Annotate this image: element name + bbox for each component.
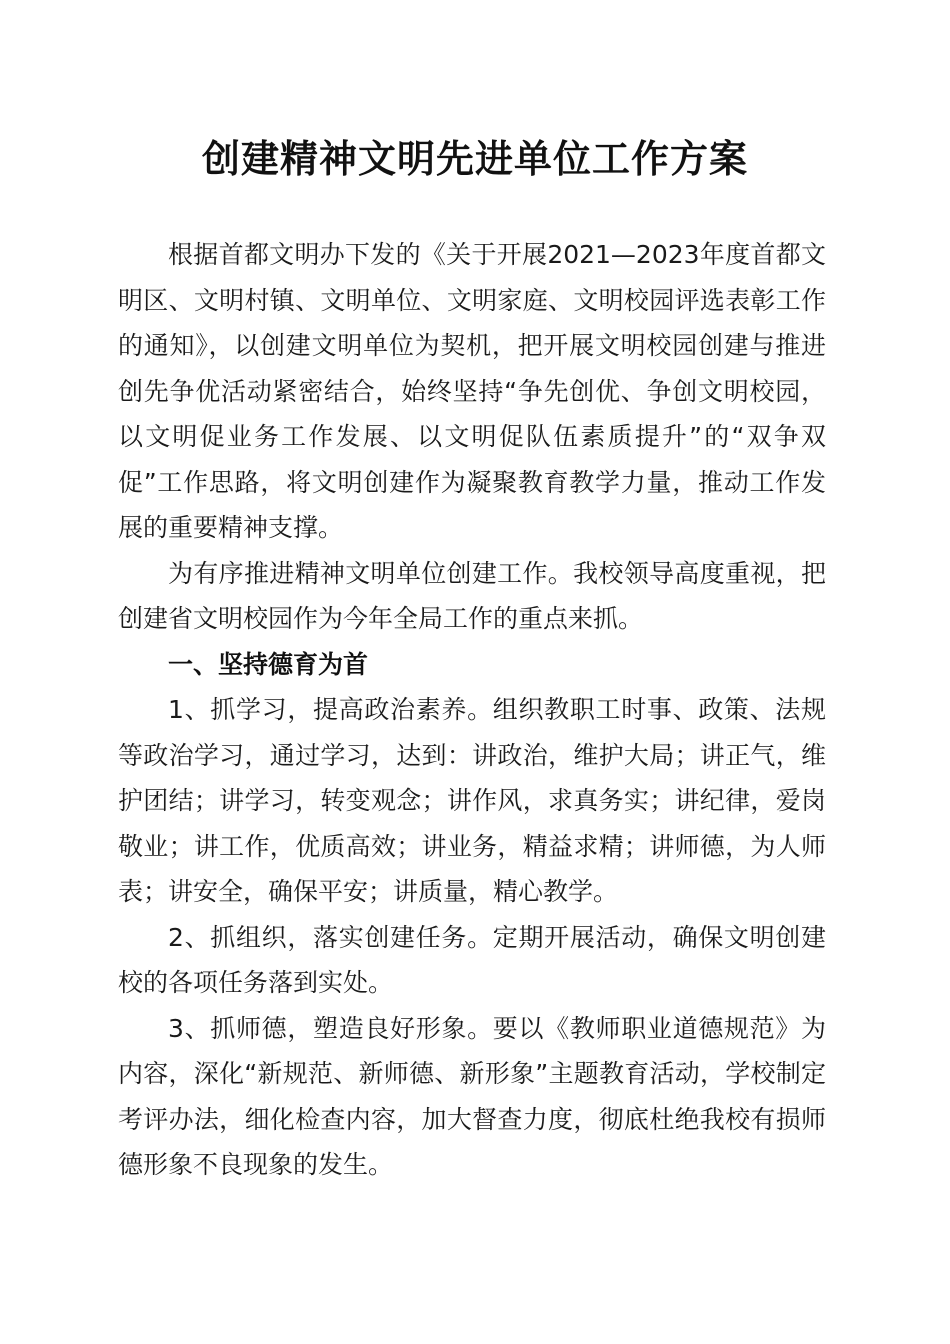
document-title: 创建精神文明先进单位工作方案 bbox=[201, 136, 748, 181]
priority-paragraph: 为有序推进精神文明单位创建工作。我校领导高度重视，把创建省文明校园作为今年全局工作的重点来抓。 bbox=[118, 558, 826, 633]
section-item-ethics: 3、抓师德，塑造良好形象。要以《教师职业道德规范》为内容，深化“新规范、新师德、新形象”主题教育活动，学校制定考评办法，细化检查内容，加大督查力度，彻底杜绝我校有损师德形象不良现象的发生。 bbox=[118, 1013, 826, 1179]
document-body bbox=[118, 232, 826, 1188]
section-heading: 一、坚持德育为首 bbox=[168, 649, 369, 679]
section-item-organization: 2、抓组织，落实创建任务。定期开展活动，确保文明创建校的各项任务落到实处。 bbox=[118, 922, 826, 997]
section-item-study: 1、抓学习，提高政治素养。组织教职工时事、政策、法规等政治学习，通过学习，达到：讲政治，维护大局；讲正气，维护团结；讲学习，转变观念；讲作风，求真务实；讲纪律，爱岗敬业；讲工作，优质高效；讲业务，精益求精；讲师德，为人师表；讲安全，确保平安；讲质量，精心教学。 bbox=[118, 695, 826, 906]
intro-paragraph: 根据首都文明办下发的《关于开展2021—2023年度首都文明区、文明村镇、文明单位、文明家庭、文明校园评选表彰工作的通知》，以创建文明单位为契机，把开展文明校园创建与推进创先争优活动紧密结合，始终坚持“争先创优、争创文明校园，以文明促业务工作发展、以文明促队伍素质提升”的“双争双促”工作思路，将文明创建作为凝聚教育教学力量，推动工作发展的重要精神支撑。 bbox=[118, 240, 826, 542]
